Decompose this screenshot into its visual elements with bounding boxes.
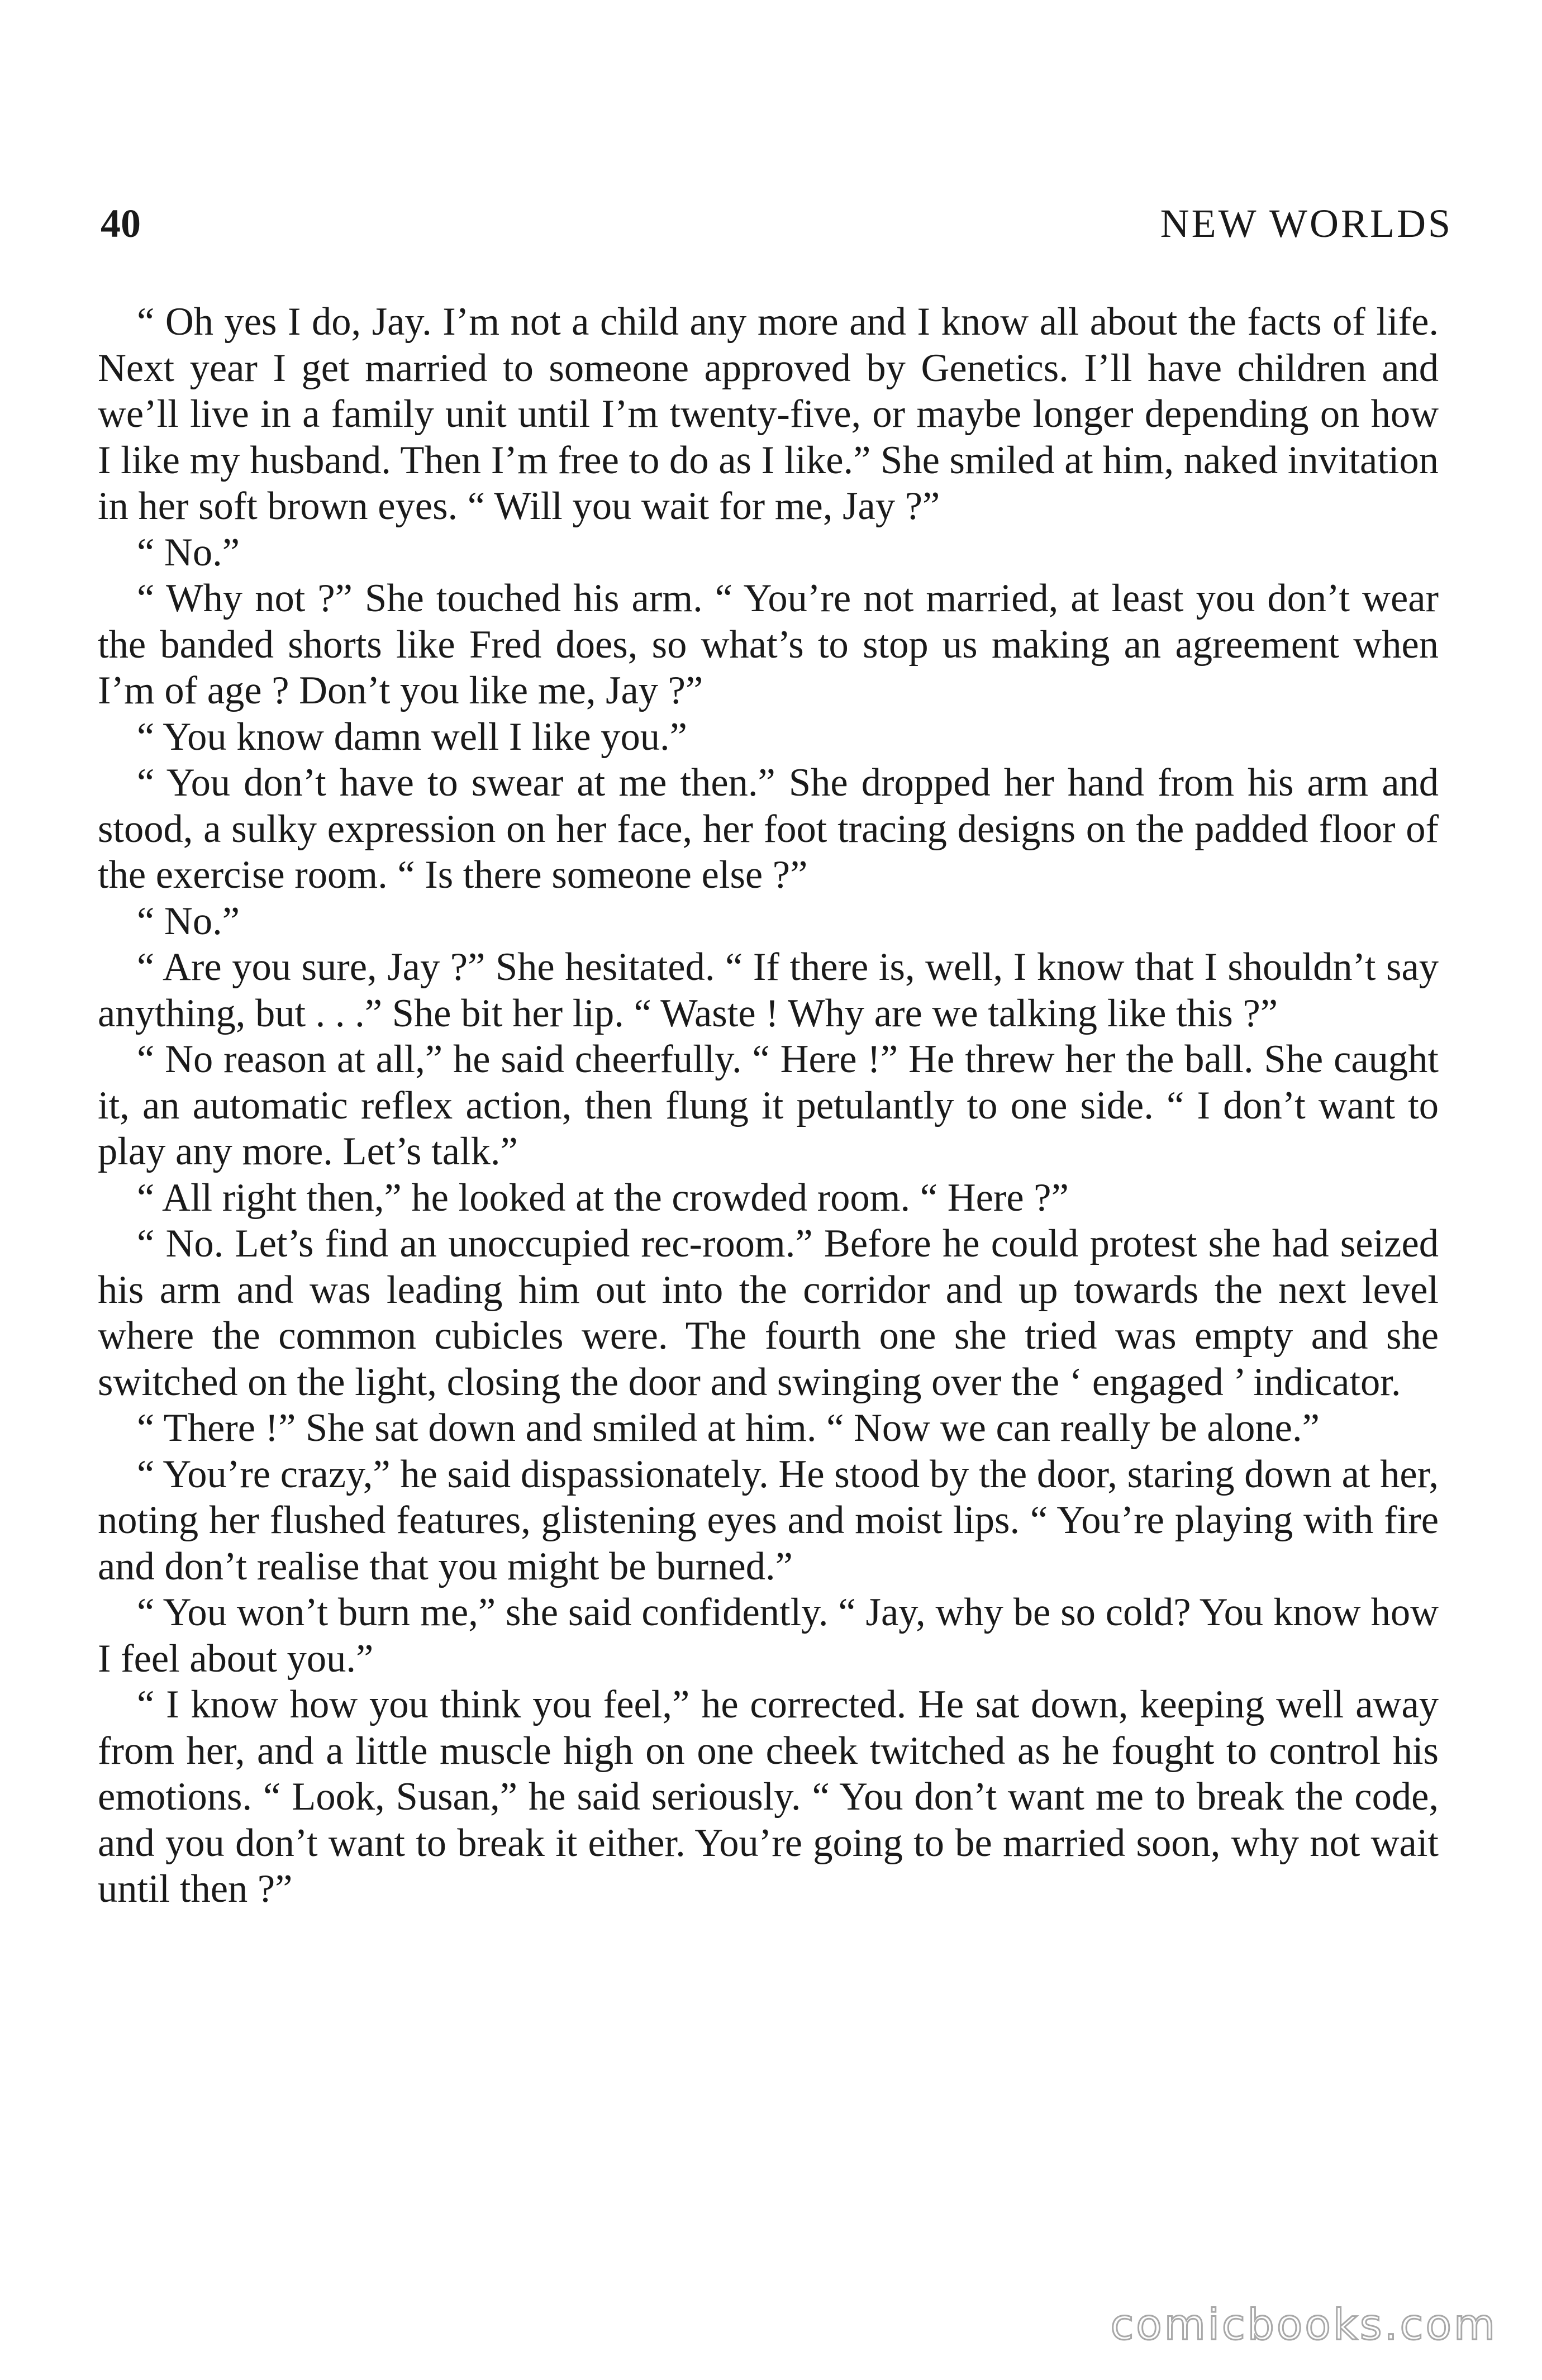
paragraph: “ Why not ?” She touched his arm. “ You’re not married, at least you don’t wear the banded shorts like Fred does, so what’s to stop us making an agreement when I’m of age ? Don’t you like me, Jay ?”	[98, 577, 1439, 712]
page-number: 40	[101, 201, 141, 246]
paragraph: “ No.”	[137, 899, 240, 943]
paragraph: “ I know how you think you feel,” he corrected. He sat down, keeping well away from her, and a little muscle high on one cheek twitched as he fought to control his emotions. “ Look, Susan,” he said seriously. “ You don’t want me to break the code, and you don’t want to break it either. You’re going to be married soon, why not wait until then ?”	[98, 1683, 1439, 1911]
paragraph: “ You don’t have to swear at me then.” She dropped her hand from his arm and stood, a sulky expression on her face, her foot tracing designs on the padded floor of the exercise room. “ Is there someone else ?”	[98, 761, 1439, 897]
page-header	[101, 198, 1453, 249]
running-title: NEW WORLDS	[1160, 201, 1453, 246]
paragraph: “ You’re crazy,” he said dispassionately. He stood by the door, staring down at her, noting her flushed features, glistening eyes and moist lips. “ You’re playing with fire and don’t realise that you might be burned.”	[98, 1452, 1439, 1588]
paragraph: “ Oh yes I do, Jay. I’m not a child any more and I know all about the facts of life. Next year I get married to someone approved by Genetics. I’ll have children and we’ll live in a family unit until I’m twenty-five, or maybe longer depending on how I like my husband. Then I’m free to do as I like.” She smiled at him, naked invitation in her soft brown eyes. “ Will you wait for me, Jay ?”	[98, 300, 1439, 528]
paragraph: “ There !” She sat down and smiled at him. “ Now we can really be alone.”	[137, 1406, 1320, 1450]
paragraph: “ Are you sure, Jay ?” She hesitated. “ If there is, well, I know that I shouldn’t say anything, but . . .” She bit her lip. “ Waste ! Why are we talking like this ?”	[98, 945, 1439, 1035]
paragraph: “ No reason at all,” he said cheerfully. “ Here !” He threw her the ball. She caught it, an automatic reflex action, then flung it petulantly to one side. “ I don’t want to play any more. Let’s talk.”	[98, 1037, 1439, 1173]
paragraph: “ All right then,” he looked at the crowded room. “ Here ?”	[137, 1175, 1069, 1220]
body-text	[98, 299, 1439, 1912]
paragraph: “ You won’t burn me,” she said confidently. “ Jay, why be so cold? You know how I feel about you.”	[98, 1591, 1439, 1681]
paragraph: “ You know damn well I like you.”	[137, 715, 687, 759]
paragraph: “ No.”	[137, 530, 240, 574]
paragraph: “ No. Let’s find an unoccupied rec-room.” Before he could protest she had seized his arm and was leading him out into the corridor and up towards the next level where the common cubicles were. The fourth one she tried was empty and she switched on the light, closing the door and swinging over the ‘ engaged ’ indicator.	[98, 1222, 1439, 1404]
watermark: comicbooks.com	[1110, 2300, 1497, 2349]
